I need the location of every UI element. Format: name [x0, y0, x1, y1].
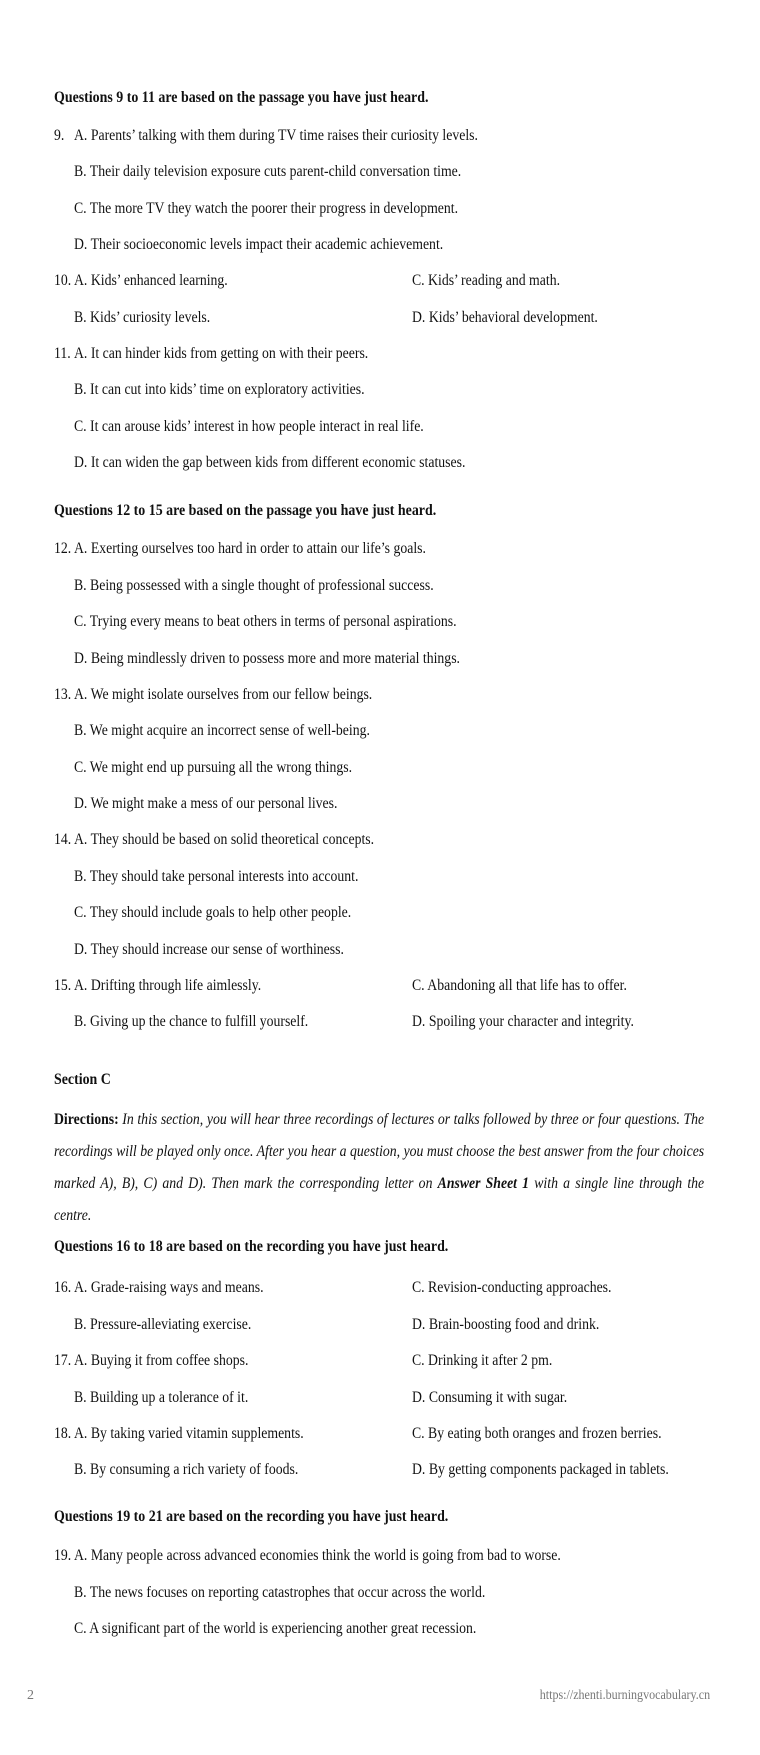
question-number: 17.: [54, 1352, 72, 1369]
option-d: D. Brain-boosting food and drink.: [412, 1316, 600, 1333]
group-heading: Questions 19 to 21 are based on the recording you have just heard.: [54, 1508, 449, 1525]
option-d: D. By getting components packaged in tablets.: [412, 1461, 669, 1478]
directions-text: In this section, you will hear three recordings of lectures or talks followed by three or four questions. The recordings will be played only once. After you hear a question, you must choose the best answer from the four choices marked A), B), C) and D). Then mark the corresponding letter on: [54, 1111, 705, 1192]
option-b: B. Their daily television exposure cuts parent-child conversation time.: [74, 163, 462, 180]
option-c: C. Trying every means to beat others in terms of personal aspirations.: [74, 613, 457, 630]
option-b: B. The news focuses on reporting catastrophes that occur across the world.: [74, 1584, 486, 1601]
option-c: C. The more TV they watch the poorer their progress in development.: [74, 200, 459, 217]
question-number: 12.: [54, 540, 72, 557]
option-a: A. Kids’ enhanced learning.: [74, 272, 228, 289]
directions-label: Directions:: [54, 1111, 119, 1128]
option-d: D. Consuming it with sugar.: [412, 1389, 568, 1406]
question-number: 14.: [54, 831, 72, 848]
group-heading: Questions 16 to 18 are based on the recording you have just heard.: [54, 1238, 449, 1255]
option-c: C. A significant part of the world is experiencing another great recession.: [74, 1620, 477, 1637]
option-b: B. Giving up the chance to fulfill yourself.: [74, 1013, 309, 1030]
option-a: A. Many people across advanced economies think the world is going from bad to worse.: [74, 1547, 561, 1564]
option-b: B. By consuming a rich variety of foods.: [74, 1461, 299, 1478]
option-b: B. Building up a tolerance of it.: [74, 1389, 249, 1406]
option-c: C. Revision-conducting approaches.: [412, 1279, 612, 1296]
page-number: 2: [27, 1688, 34, 1703]
question-number: 16.: [54, 1279, 72, 1296]
question-number: 13.: [54, 686, 72, 703]
option-a: A. It can hinder kids from getting on with their peers.: [74, 345, 369, 362]
option-d: D. They should increase our sense of worthiness.: [74, 941, 344, 958]
footer-url: https://zhenti.burningvocabulary.cn: [539, 1688, 710, 1703]
option-a: A. Drifting through life aimlessly.: [74, 977, 262, 994]
option-a: A. Grade-raising ways and means.: [74, 1279, 264, 1296]
option-d: D. Kids’ behavioral development.: [412, 309, 598, 326]
directions-text-end: with a single line through the centre.: [54, 1175, 705, 1224]
question-number: 10.: [54, 272, 72, 289]
option-b: B. We might acquire an incorrect sense of well-being.: [74, 722, 370, 739]
option-d: D. It can widen the gap between kids from different economic statuses.: [74, 454, 466, 471]
answer-sheet-reference: Answer Sheet 1: [437, 1175, 530, 1192]
question-number: 19.: [54, 1547, 72, 1564]
option-a: A. Parents’ talking with them during TV time raises their curiosity levels.: [74, 127, 478, 144]
option-b: B. It can cut into kids’ time on exploratory activities.: [74, 381, 365, 398]
option-b: B. They should take personal interests into account.: [74, 868, 359, 885]
section-directions: [54, 1104, 704, 1232]
option-c: C. Abandoning all that life has to offer.: [412, 977, 627, 994]
option-d: D. Spoiling your character and integrity.: [412, 1013, 634, 1030]
option-a: A. Exerting ourselves too hard in order to attain our life’s goals.: [74, 540, 426, 557]
option-d: D. Their socioeconomic levels impact their academic achievement.: [74, 236, 444, 253]
option-b: B. Pressure-alleviating exercise.: [74, 1316, 252, 1333]
option-c: C. They should include goals to help other people.: [74, 904, 352, 921]
option-c: C. Drinking it after 2 pm.: [412, 1352, 553, 1369]
option-a: A. We might isolate ourselves from our fellow beings.: [74, 686, 373, 703]
option-b: B. Being possessed with a single thought of professional success.: [74, 577, 434, 594]
option-c: C. Kids’ reading and math.: [412, 272, 561, 289]
section-title: Section C: [54, 1071, 111, 1088]
option-c: C. By eating both oranges and frozen berries.: [412, 1425, 662, 1442]
group-heading: Questions 12 to 15 are based on the passage you have just heard.: [54, 502, 437, 519]
option-b: B. Kids’ curiosity levels.: [74, 309, 211, 326]
option-c: C. We might end up pursuing all the wrong things.: [74, 759, 353, 776]
option-c: C. It can arouse kids’ interest in how people interact in real life.: [74, 418, 424, 435]
option-a: A. They should be based on solid theoretical concepts.: [74, 831, 375, 848]
question-number: 9.: [54, 127, 65, 144]
question-number: 15.: [54, 977, 72, 994]
question-number: 11.: [54, 345, 71, 362]
group-heading: Questions 9 to 11 are based on the passage you have just heard.: [54, 89, 429, 106]
option-a: A. By taking varied vitamin supplements.: [74, 1425, 304, 1442]
option-a: A. Buying it from coffee shops.: [74, 1352, 249, 1369]
option-d: D. We might make a mess of our personal lives.: [74, 795, 338, 812]
option-d: D. Being mindlessly driven to possess more and more material things.: [74, 650, 460, 667]
question-number: 18.: [54, 1425, 72, 1442]
